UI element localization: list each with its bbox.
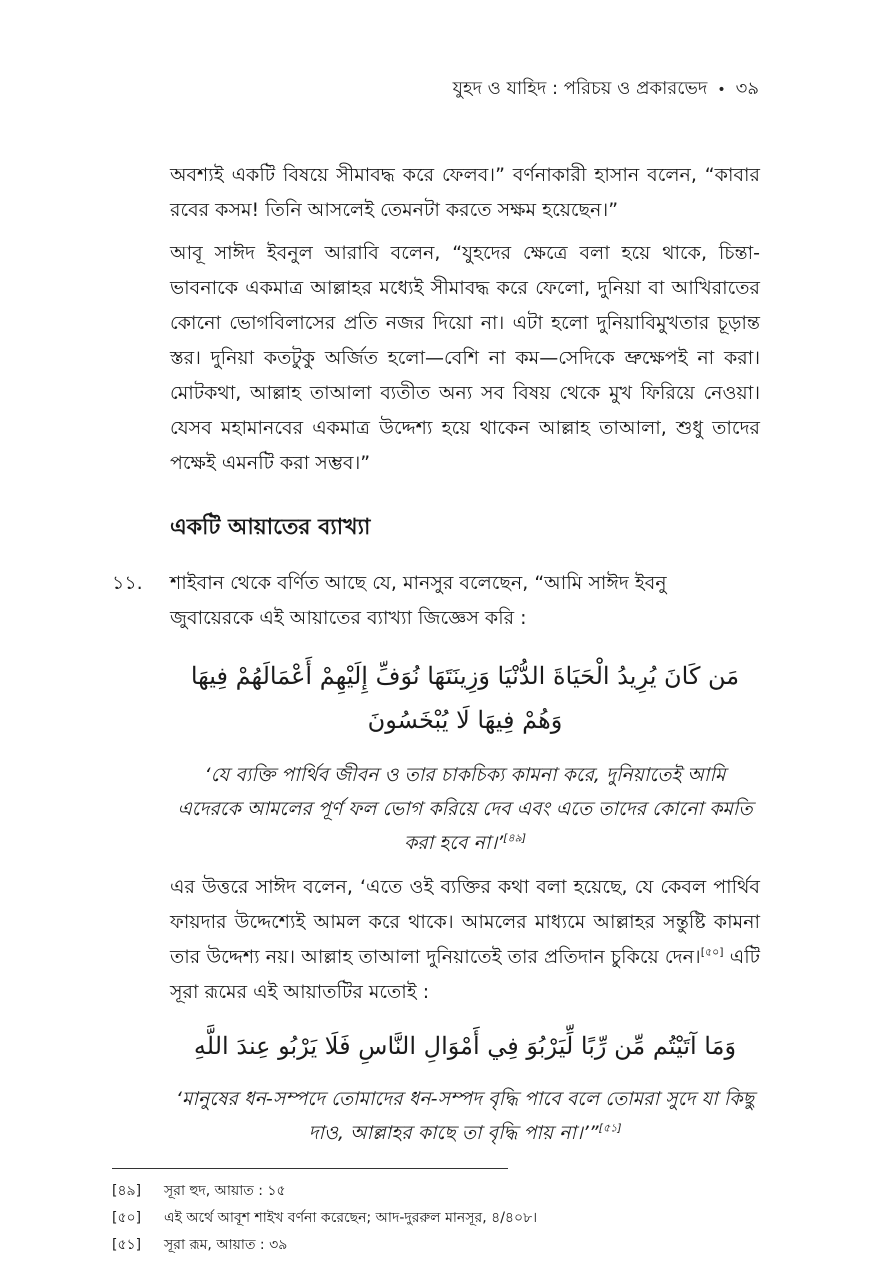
- arabic-verse-1: مَن كَانَ يُرِيدُ الْحَيَاةَ الدُّنْيَا وَزِينَتَهَا نُوَفِّ إِلَيْهِمْ أَعْمَالَهُمْ فِيهَا وَهُمْ فِيهَا لَا يُبْخَسُونَ: [190, 662, 740, 734]
- footnote-ref-50: [৫০]: [700, 945, 724, 959]
- footnote-ref-49: [৪৯]: [503, 831, 527, 845]
- footnote-3-text: সূরা রূম, আয়াত : ৩৯: [164, 1237, 288, 1253]
- item-number: ১১.: [112, 572, 143, 594]
- footnote-1-mark: [৪৯]: [112, 1183, 142, 1199]
- header-separator: •: [717, 81, 726, 98]
- section-heading: একটি আয়াতের ব্যাখ্যা: [170, 515, 371, 540]
- paragraph-3: [170, 870, 760, 1010]
- footnote-divider: [112, 1168, 508, 1169]
- footnote-3-mark: [৫১]: [112, 1237, 142, 1253]
- paragraph-3-text-b: এটি সূরা রূমের এই আয়াতটির মতোই :: [170, 946, 760, 1003]
- footnote-2-mark: [৫০]: [112, 1210, 142, 1226]
- quote-1-text: ‘যে ব্যক্তি পার্থিব জীবন ও তার চাকচিক্য কামনা করে, দুনিয়াতেই আমি এদেরকে আমলের পূর্ণ ফল ভোগ করিয়ে দেব এবং এতে তাদের কোনো কমতি করা হবে না।’: [177, 764, 753, 854]
- item-text-line1: শাইবান থেকে বর্ণিত আছে যে, মানসুর বলেছেন, “আমি সাঈদ ইবনু: [170, 572, 667, 594]
- translation-quote-1: [170, 758, 760, 860]
- footnote-3: [112, 1234, 287, 1256]
- arabic-verse-2: وَمَا آتَيْتُم مِّن رِّبًا لِّيَرْبُوَ فِي أَمْوَالِ النَّاسِ فَلَا يَرْبُو عِندَ اللَّهِ: [193, 1032, 737, 1060]
- footnote-ref-51: [৫১]: [598, 1121, 622, 1135]
- quote-2-text: ‘মানুষের ধন-সম্পদে তোমাদের ধন-সম্পদ বৃদ্ধি পাবে বলে তোমরা সুদে যা কিছু দাও, আল্লাহর কাছে তা বৃদ্ধি পায় না।’”: [175, 1088, 755, 1144]
- footnote-1-text: সূরা হুদ, আয়াত : ১৫: [164, 1183, 286, 1199]
- numbered-item: [112, 566, 760, 636]
- footnote-2-text: এই অর্থে আবূশ শাইখ বর্ণনা করেছেন; আদ-দুররুল মানসূর, ৪/৪০৮।: [164, 1210, 538, 1226]
- item-text-line2: জুবায়েরকে এই আয়াতের ব্যাখ্যা জিজ্ঞেস করি :: [170, 607, 527, 629]
- header-title: যুহদ ও যাহিদ : পরিচয় ও প্রকারভেদ: [452, 78, 708, 99]
- paragraph-3-text-a: এর উত্তরে সাঈদ বলেন, ‘এতে ওই ব্যক্তির কথা বলা হয়েছে, যে কেবল পার্থিব ফায়দার উদ্দেশ্যেই আমল করে থাকে। আমলের মাধ্যমে আল্লাহর সন্তুষ্টি কামনা তার উদ্দেশ্য নয়। আল্লাহ তাআলা দুনিয়াতেই তার প্রতিদান চুকিয়ে দেন।: [170, 876, 760, 968]
- footnote-1: [112, 1180, 286, 1202]
- translation-quote-2: [170, 1082, 760, 1150]
- page-number: ৩৯: [735, 78, 759, 99]
- running-header: [453, 74, 759, 105]
- paragraph-2: আবূ সাঈদ ইবনুল আরাবি বলেন, “যুহদের ক্ষেত্রে বলা হয়ে থাকে, চিন্তা-ভাবনাকে একমাত্র আল্লাহর মধ্যেই সীমাবদ্ধ করে ফেলো, দুনিয়া বা আখিরাতের কোনো ভোগবিলাসের প্রতি নজর দিয়ো না। এটা হলো দুনিয়াবিমুখতার চূড়ান্ত স্তর। দুনিয়া কতটুকু অর্জিত হলো—বেশি না কম—সেদিকে ভ্রুক্ষেপই না করা। মোটকথা, আল্লাহ তাআলা ব্যতীত অন্য সব বিষয় থেকে মুখ ফিরিয়ে নেওয়া। যেসব মহামানবের একমাত্র উদ্দেশ্য হয়ে থাকেন আল্লাহ তাআলা, শুধু তাদের পক্ষেই এমনটি করা সম্ভব।”: [170, 242, 760, 474]
- paragraph-1: অবশ্যই একটি বিষয়ে সীমাবদ্ধ করে ফেলব।” বর্ণনাকারী হাসান বলেন, “কাবার রবের কসম! তিনি আসলেই তেমনটা করতে সক্ষম হয়েছেন।”: [170, 164, 760, 221]
- footnote-2: [112, 1207, 537, 1229]
